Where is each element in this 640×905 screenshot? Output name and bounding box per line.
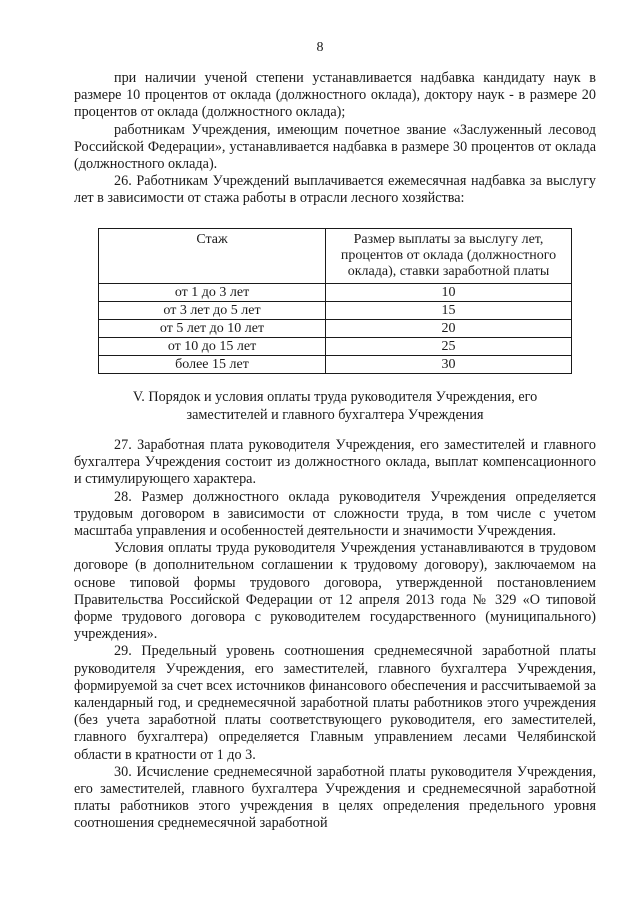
paragraph: при наличии ученой степени устанавливается надбавка кандидату наук в размере 10 процентов от оклада (должностного оклада), доктору наук - в размере 20 процентов от оклада (должностного оклада); [74,70,596,121]
cell-experience: от 3 лет до 5 лет [99,302,326,320]
section-title [74,388,596,424]
paragraph: работникам Учреждения, имеющим почетное звание «Заслуженный лесовод Российской Федерации», устанавливается надбавка в размере 30 процентов от оклада (должностного оклада). [74,121,596,173]
seniority-bonus-table-wrapper [98,228,572,374]
table-row [99,320,572,338]
table-row [99,338,572,356]
cell-experience: более 15 лет [99,356,326,374]
cell-percent: 20 [326,320,572,338]
column-header-payment-size: Размер выплаты за выслугу лет, процентов от оклада (должностного оклада), ставки заработной платы [326,229,572,284]
column-header-experience: Стаж [99,229,326,284]
page-number: 8 [316,40,324,55]
table-row [99,356,572,374]
section-title-line-1: V. Порядок и условия оплаты труда руководителя Учреждения, его [132,389,538,405]
table-header-row [99,229,572,284]
paragraph-labor-conditions: Условия оплаты труда руководителя Учреждения устанавливаются в трудовом договоре (в дополнительном соглашении к трудовому договору), заключаемом на основе типовой формы трудового договора, утвержденной постановлением Правительства Российской Федерации от 12 апреля 2013 года № 329 «О типовой форме трудового договора с руководителем государственного (муниципального) учреждения». [74,540,596,643]
paragraph-28: 28. Размер должностного оклада руководителя Учреждения определяется трудовым договором в зависимости от сложности труда, в том числе с учетом масштаба управления и особенностей деятельности и значимости Учреждения. [74,488,596,540]
cell-percent: 30 [326,356,572,374]
paragraph-30: 30. Исчисление среднемесячной заработной платы руководителя Учреждения, его заместителей, главного бухгалтера Учреждения и среднемесячной заработной платы работников этого учреждения в целях определения предельного уровня соотношения среднемесячной заработной [74,763,596,832]
cell-percent: 15 [326,302,572,320]
cell-percent: 10 [326,284,572,302]
paragraph: 26. Работникам Учреждений выплачивается ежемесячная надбавка за выслугу лет в зависимости от стажа работы в отрасли лесного хозяйства: [74,173,596,207]
paragraph-29: 29. Предельный уровень соотношения среднемесячной заработной платы руководителя Учреждения, его заместителей, главного бухгалтера Учреждения, формируемой за счет всех источников финансового обеспечения и рассчитываемой за календарный год, и среднемесячной заработной платы работников этого учреждения (без учета заработной платы соответствующего руководителя, его заместителей, главного бухгалтера) определяется Главным управлением лесами Челябинской области в кратности от 1 до 3. [74,643,596,763]
cell-experience: от 5 лет до 10 лет [99,320,326,338]
seniority-bonus-table [98,228,572,374]
section-title-line-2: заместителей и главного бухгалтера Учреждения [186,407,484,423]
cell-percent: 25 [326,338,572,356]
text-block-bottom [74,437,596,833]
text-block-top [74,70,596,208]
paragraph-27: 27. Заработная плата руководителя Учреждения, его заместителей и главного бухгалтера Учреждения состоит из должностного оклада, выплат компенсационного и стимулирующего характера. [74,437,596,488]
cell-experience: от 1 до 3 лет [99,284,326,302]
cell-experience: от 10 до 15 лет [99,338,326,356]
table-row [99,284,572,302]
table-row [99,302,572,320]
